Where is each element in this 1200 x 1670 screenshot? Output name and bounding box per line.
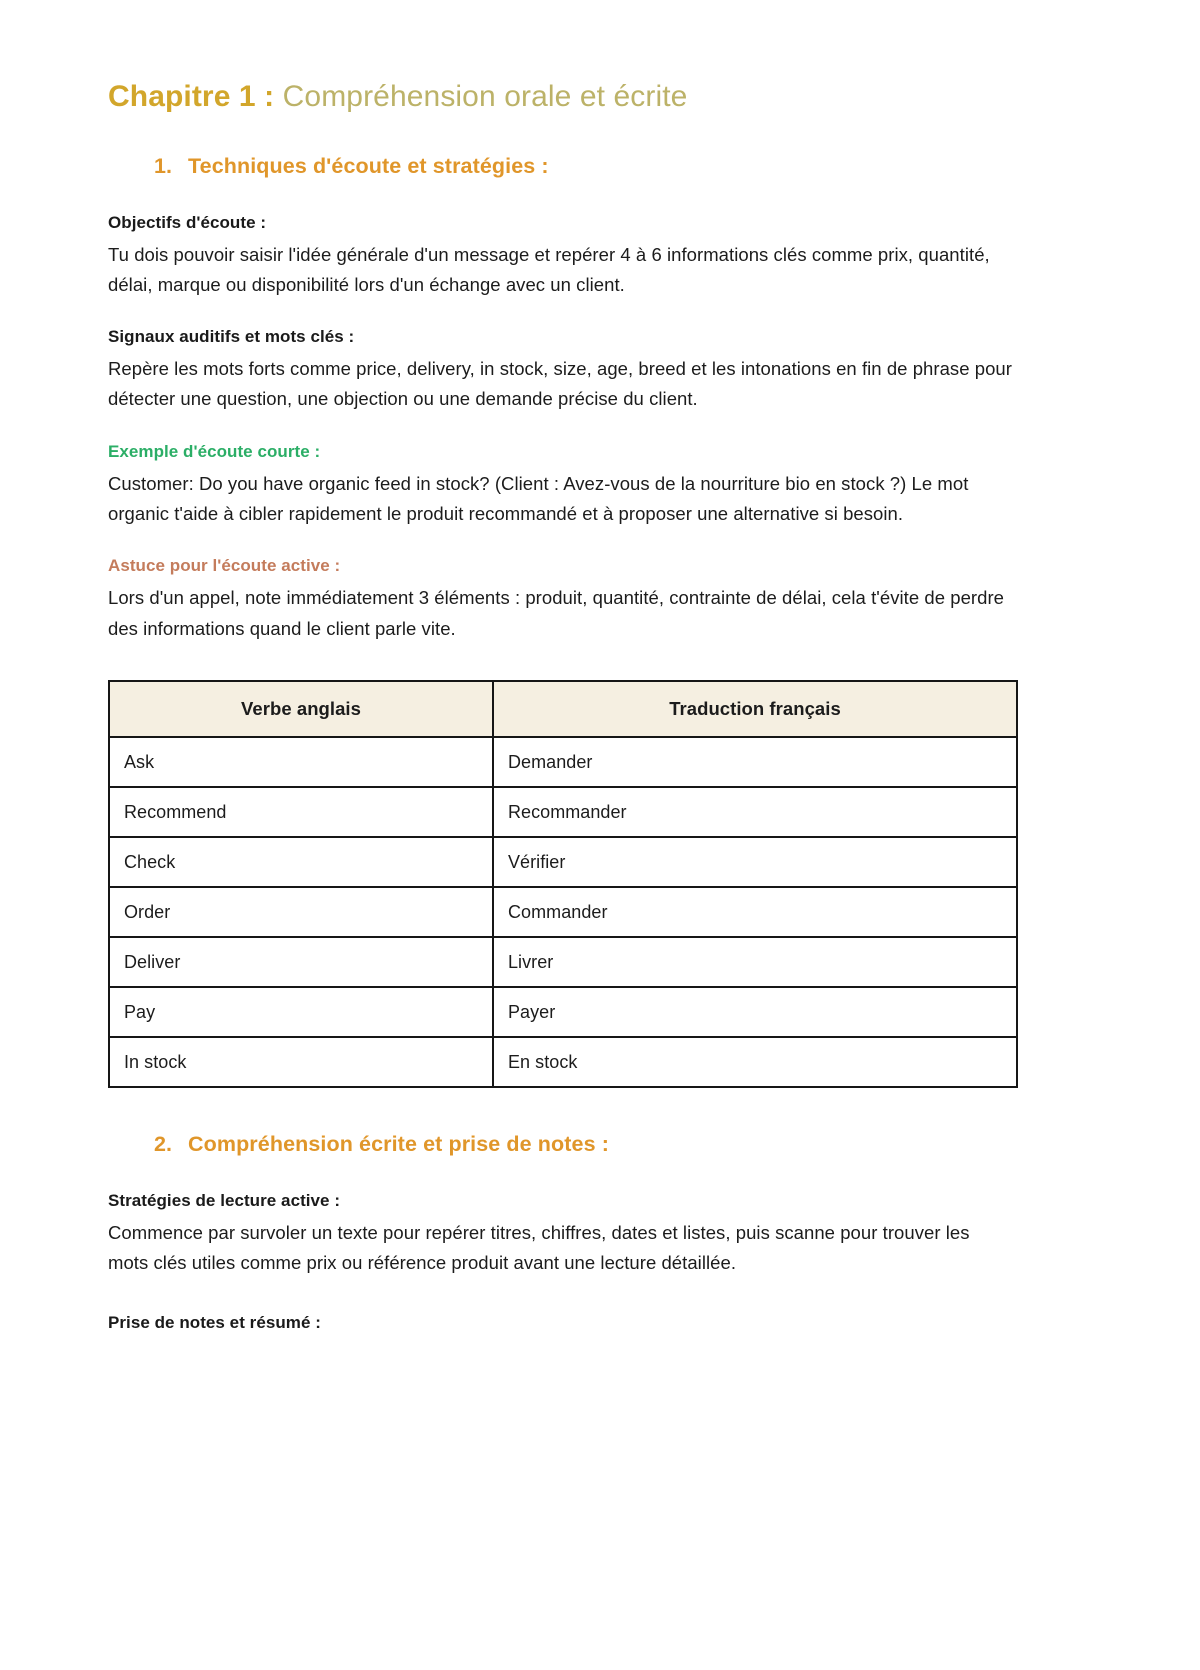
table-cell-english: Check [109, 837, 493, 887]
body-text-astuce-ecoute-active: Lors d'un appel, note immédiatement 3 éléments : produit, quantité, contrainte de délai, cela t'évite de perdre des informations quand le client parle vite. [108, 587, 1005, 639]
sub-heading-strategies-lecture-active: Stratégies de lecture active : [108, 1191, 341, 1211]
table-cell-french: Recommander [493, 787, 1017, 837]
table-header-verbe-anglais: Verbe anglais [109, 681, 493, 737]
table-cell-english: Order [109, 887, 493, 937]
table-row [109, 737, 1017, 787]
chapter-title-rest: Compréhension orale et écrite [274, 80, 688, 113]
block-astuce-ecoute-active [108, 556, 1092, 644]
table-cell-french: Vérifier [493, 837, 1017, 887]
body-text-exemple-decoute-courte: Customer: Do you have organic feed in stock? (Client : Avez-vous de la nourriture bio en stock ?) Le mot organic t'aide à cibler rapidement le produit recommandé et à proposer une alternative si besoin. [108, 472, 969, 525]
table-cell-english: In stock [109, 1037, 493, 1087]
verb-translation-table [108, 680, 1018, 1088]
table-cell-english: Recommend [109, 787, 493, 837]
sub-heading-exemple-decoute-courte: Exemple d'écoute courte : [108, 441, 321, 461]
table-body [109, 737, 1017, 1087]
block-signaux-auditifs [108, 327, 1092, 415]
table-cell-english: Pay [109, 987, 493, 1037]
table-row [109, 787, 1017, 837]
table-cell-french: Livrer [493, 937, 1017, 987]
table-header-row [109, 681, 1017, 737]
section-heading-2 [154, 1132, 1092, 1157]
table-row [109, 887, 1017, 937]
section-title-1: Techniques d'écoute et stratégies : [188, 153, 549, 178]
block-exemple-decoute-courte [108, 442, 1092, 530]
block-prise-de-notes [108, 1313, 1092, 1333]
table-cell-french: Payer [493, 987, 1017, 1037]
section-number-2: 2. [154, 1132, 173, 1157]
table-cell-french: Demander [493, 737, 1017, 787]
body-text-strategies-lecture-active: Commence par survoler un texte pour repérer titres, chiffres, dates et listes, puis scanne pour trouver les mots clés utiles comme prix ou référence produit avant une lecture détaillée. [108, 1222, 970, 1274]
table-header-traduction-francais: Traduction français [493, 681, 1017, 737]
table-cell-english: Deliver [109, 937, 493, 987]
chapter-title-strong: Chapitre 1 : [108, 80, 275, 113]
chapter-title [108, 78, 1092, 116]
section-number-1: 1. [154, 153, 173, 178]
table-cell-french: En stock [493, 1037, 1017, 1087]
table-cell-english: Ask [109, 737, 493, 787]
table-row [109, 837, 1017, 887]
table-row [109, 937, 1017, 987]
body-text-objectifs-decoute: Tu dois pouvoir saisir l'idée générale d'un message et repérer 4 à 6 informations clés comme prix, quantité, délai, marque ou disponibilité lors d'un échange avec un client. [108, 243, 990, 295]
table-row [109, 1037, 1017, 1087]
sub-heading-prise-de-notes: Prise de notes et résumé : [108, 1312, 321, 1332]
table-cell-french: Commander [493, 887, 1017, 937]
body-text-signaux-auditifs: Repère les mots forts comme price, delivery, in stock, size, age, breed et les intonations en fin de phrase pour détecter une question, une objection ou une demande précise du client. [108, 358, 1012, 410]
block-objectifs-decoute [108, 213, 1092, 301]
sub-heading-objectifs-decoute: Objectifs d'écoute : [108, 212, 267, 232]
section-title-2: Compréhension écrite et prise de notes : [188, 1132, 609, 1157]
sub-heading-signaux-auditifs: Signaux auditifs et mots clés : [108, 327, 355, 347]
table-row [109, 987, 1017, 1037]
block-strategies-lecture-active [108, 1191, 1092, 1279]
section-heading-1 [154, 154, 1092, 179]
sub-heading-astuce-ecoute-active: Astuce pour l'écoute active : [108, 556, 341, 576]
